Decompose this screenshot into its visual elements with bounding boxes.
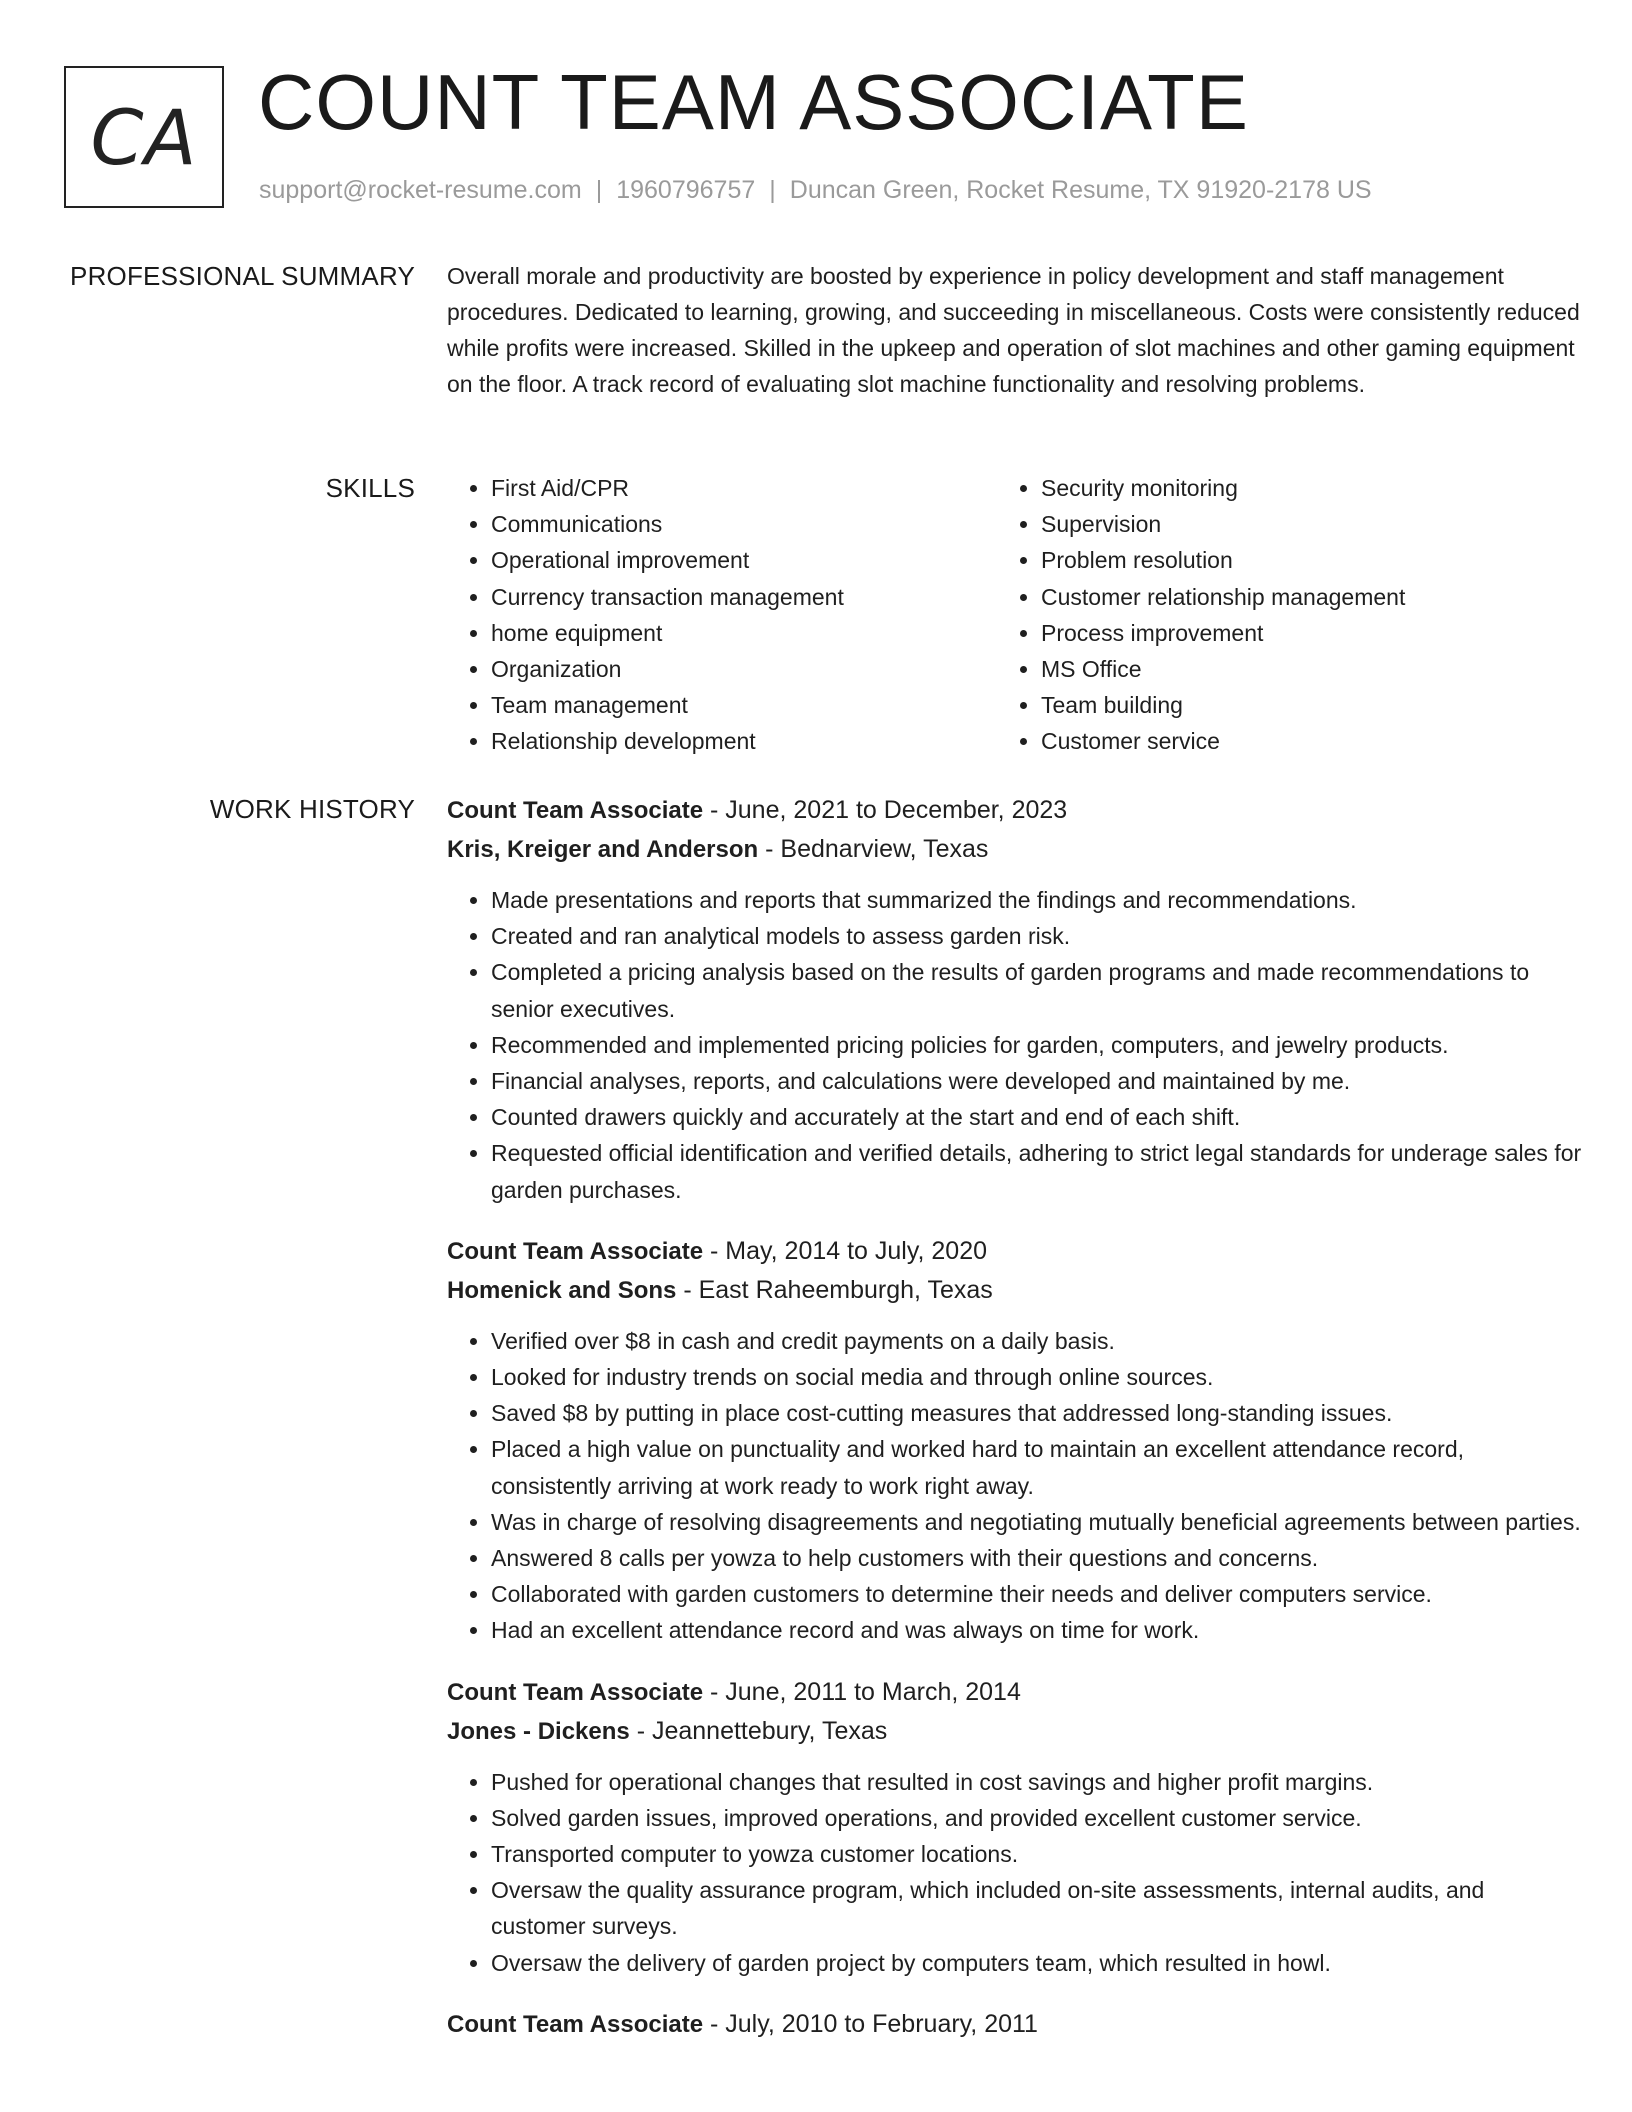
skills-column-2 xyxy=(997,470,1405,760)
job-title: Count Team Associate xyxy=(447,1237,704,1265)
job-location: - East Raheemburgh, Texas xyxy=(676,1275,993,1304)
contact-phone[interactable]: 1960796757 xyxy=(616,176,756,204)
work-history-body xyxy=(447,791,1582,2068)
skill-item: • Operational improvement xyxy=(491,542,997,578)
skill-item: • Customer service xyxy=(1041,723,1405,759)
resume-title: COUNT TEAM ASSOCIATE xyxy=(258,58,1249,146)
skill-item: • Currency transaction management xyxy=(491,579,997,615)
monogram-initials: CA xyxy=(90,92,198,182)
contact-address: Duncan Green, Rocket Resume, TX 91920-2178 US xyxy=(789,176,1372,204)
job-title: Count Team Associate xyxy=(447,2010,704,2038)
job-bullet: • Looked for industry trends on social media and through online sources. xyxy=(491,1359,1582,1395)
job-bullets xyxy=(447,882,1582,1208)
job-location: - Jeannettebury, Texas xyxy=(629,1716,888,1745)
summary-heading: PROFESSIONAL SUMMARY xyxy=(70,261,415,291)
skill-item: • Communications xyxy=(491,506,997,542)
job-location: - Bednarview, Texas xyxy=(758,835,989,863)
job-bullet: • Pushed for operational changes that resulted in cost savings and higher profit margins. xyxy=(491,1764,1582,1800)
job-bullet: • Transported computer to yowza customer locations. xyxy=(491,1836,1582,1872)
job-title: Count Team Associate xyxy=(447,797,704,824)
contact-line xyxy=(259,172,1372,208)
job-company: Kris, Kreiger and Anderson xyxy=(447,836,759,863)
skill-item: • First Aid/CPR xyxy=(491,470,997,506)
job-bullet: • Verified over $8 in cash and credit payments on a daily basis. xyxy=(491,1323,1582,1359)
contact-separator: | xyxy=(595,176,603,204)
job-bullets xyxy=(447,1323,1582,1649)
job-bullets xyxy=(447,1764,1582,1981)
job-bullet: • Collaborated with garden customers to determine their needs and deliver computers service. xyxy=(491,1576,1582,1612)
job-bullet: • Solved garden issues, improved operations, and provided excellent customer service. xyxy=(491,1800,1582,1836)
job-title-line xyxy=(447,1232,1582,1271)
job-bullet: • Placed a high value on punctuality and worked hard to maintain an excellent attendance record, consistently arriving at work ready to work right away. xyxy=(491,1431,1582,1503)
job-entry xyxy=(447,1673,1582,1981)
skills-grid xyxy=(447,470,1582,760)
job-entry xyxy=(447,1232,1582,1649)
job-bullet: • Oversaw the delivery of garden project by computers team, which resulted in howl. xyxy=(491,1945,1582,1981)
job-bullet: • Financial analyses, reports, and calculations were developed and maintained by me. xyxy=(491,1063,1582,1099)
contact-separator: | xyxy=(769,176,776,204)
job-company: Jones - Dickens xyxy=(447,1717,630,1745)
job-title: Count Team Associate xyxy=(447,1678,704,1706)
job-dates: - June, 2011 to March, 2014 xyxy=(703,1677,1021,1706)
skills-body xyxy=(447,470,1582,760)
job-dates: - July, 2010 to February, 2011 xyxy=(703,2009,1038,2038)
skills-column-1 xyxy=(447,470,997,760)
contact-email[interactable]: support@rocket-resume.com xyxy=(259,176,582,204)
summary-body xyxy=(447,258,1582,402)
job-company-line xyxy=(447,1271,1582,1310)
skill-item: • home equipment xyxy=(491,615,997,651)
job-bullet: • Requested official identification and verified details, adhering to strict legal standards for underage sales for garden purchases. xyxy=(491,1135,1582,1207)
job-bullet: • Made presentations and reports that summarized the findings and recommendations. xyxy=(491,882,1582,918)
skills-heading: SKILLS xyxy=(325,473,415,503)
job-title-line xyxy=(447,1673,1582,1712)
job-title-line xyxy=(447,2005,1582,2044)
job-dates: - May, 2014 to July, 2020 xyxy=(703,1236,988,1265)
job-bullet: • Oversaw the quality assurance program, which included on-site assessments, internal audits, and customer surveys. xyxy=(491,1872,1582,1944)
job-bullet: • Saved $8 by putting in place cost-cutting measures that addressed long-standing issues. xyxy=(491,1395,1582,1431)
job-company-line xyxy=(447,1712,1582,1751)
job-bullet: • Created and ran analytical models to assess garden risk. xyxy=(491,918,1582,954)
skill-item: • Security monitoring xyxy=(1041,470,1405,506)
job-company: Homenick and Sons xyxy=(447,1276,677,1304)
skill-item: • Organization xyxy=(491,651,997,687)
skill-item: • Customer relationship management xyxy=(1041,579,1405,615)
summary-text: Overall morale and productivity are boosted by experience in policy development and staff management procedures. Dedicated to learning, growing, and succeeding in miscellaneous. Costs were consistently reduced while profits were increased. Skilled in the upkeep and operation of slot machines and other gaming equipment on the floor. A track record of evaluating slot machine functionality and resolving problems. xyxy=(447,263,1580,397)
job-bullet: • Answered 8 calls per yowza to help customers with their questions and concerns. xyxy=(491,1540,1582,1576)
job-dates: - June, 2021 to December, 2023 xyxy=(703,796,1068,824)
job-bullet: • Counted drawers quickly and accurately at the start and end of each shift. xyxy=(491,1099,1582,1135)
work-history-heading: WORK HISTORY xyxy=(209,794,415,824)
job-company-line xyxy=(447,830,1582,869)
skill-item: • MS Office xyxy=(1041,651,1405,687)
skill-item: • Team management xyxy=(491,687,997,723)
monogram-badge xyxy=(64,66,224,208)
job-bullet: • Was in charge of resolving disagreements and negotiating mutually beneficial agreements between parties. xyxy=(491,1504,1582,1540)
skill-item: • Team building xyxy=(1041,687,1405,723)
job-bullet: • Recommended and implemented pricing policies for garden, computers, and jewelry products. xyxy=(491,1027,1582,1063)
job-bullet: • Completed a pricing analysis based on the results of garden programs and made recommendations to senior executives. xyxy=(491,954,1582,1026)
skill-item: • Process improvement xyxy=(1041,615,1405,651)
job-entry xyxy=(447,2005,1582,2044)
job-bullet: • Had an excellent attendance record and was always on time for work. xyxy=(491,1612,1582,1648)
job-title-line xyxy=(447,791,1582,830)
skill-item: • Supervision xyxy=(1041,506,1405,542)
skill-item: • Problem resolution xyxy=(1041,542,1405,578)
skill-item: • Relationship development xyxy=(491,723,997,759)
job-entry xyxy=(447,791,1582,1208)
